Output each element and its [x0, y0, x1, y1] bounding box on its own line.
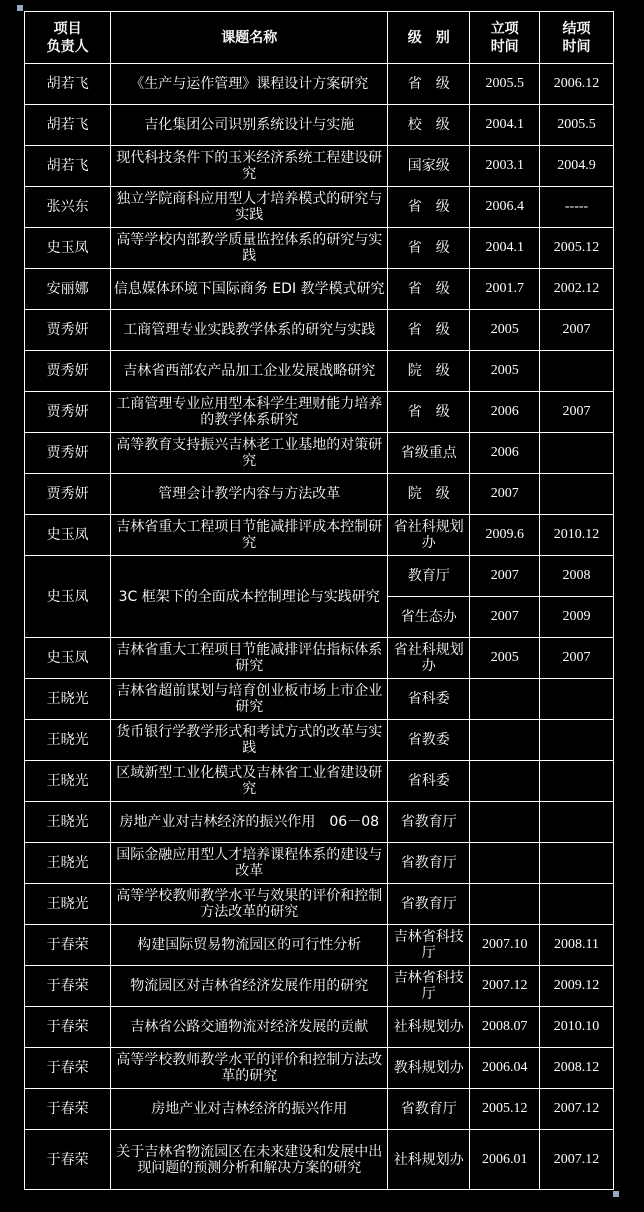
cell-leader: 于春荣 — [25, 1130, 111, 1190]
cell-level: 省 级 — [388, 64, 470, 105]
cell-end — [540, 761, 614, 802]
table-row — [25, 679, 614, 720]
table-row — [25, 1089, 614, 1130]
cell-leader: 于春荣 — [25, 1007, 111, 1048]
cell-title: 物流园区对吉林省经济发展作用的研究 — [111, 966, 388, 1007]
table-row — [25, 392, 614, 433]
cell-level: 省教育厅 — [388, 843, 470, 884]
cell-start: 2006.4 — [470, 187, 540, 228]
cell-level: 省社科规划办 — [388, 515, 470, 556]
cell-leader: 于春荣 — [25, 1048, 111, 1089]
cell-leader: 王晓光 — [25, 843, 111, 884]
table-row — [25, 720, 614, 761]
cell-level: 省教育厅 — [388, 884, 470, 925]
cell-title: 房地产业对吉林经济的振兴作用 — [111, 1089, 388, 1130]
cell-start: 2001.7 — [470, 269, 540, 310]
cell-level: 吉林省科技厅 — [388, 966, 470, 1007]
cell-end — [540, 802, 614, 843]
cell-level: 省 级 — [388, 392, 470, 433]
corner-mark — [17, 5, 23, 11]
cell-level: 校 级 — [388, 105, 470, 146]
cell-start: 2003.1 — [470, 146, 540, 187]
cell-leader: 于春荣 — [25, 1089, 111, 1130]
cell-end: 2007.12 — [540, 1130, 614, 1190]
cell-title: 吉化集团公司识别系统设计与实施 — [111, 105, 388, 146]
cell-start: 2007 — [470, 597, 540, 638]
cell-start: 2007.10 — [470, 925, 540, 966]
cell-end: 2009 — [540, 597, 614, 638]
table-body — [25, 64, 614, 1190]
cell-title: 现代科技条件下的玉米经济系统工程建设研究 — [111, 146, 388, 187]
table-row — [25, 474, 614, 515]
cell-level: 社科规划办 — [388, 1007, 470, 1048]
cell-leader: 贾秀妍 — [25, 433, 111, 474]
cell-end: 2008.11 — [540, 925, 614, 966]
cell-level: 院 级 — [388, 351, 470, 392]
cell-leader: 于春荣 — [25, 925, 111, 966]
cell-level: 教科规划办 — [388, 1048, 470, 1089]
cell-level: 省 级 — [388, 228, 470, 269]
table-row — [25, 228, 614, 269]
cell-end: 2007 — [540, 310, 614, 351]
cell-leader: 胡若飞 — [25, 146, 111, 187]
table-row — [25, 966, 614, 1007]
cell-title: 3C 框架下的全面成本控制理论与实践研究 — [111, 556, 388, 638]
cell-title: 区域新型工业化模式及吉林省工业省建设研究 — [111, 761, 388, 802]
cell-start: 2006.01 — [470, 1130, 540, 1190]
cell-level: 吉林省科技厅 — [388, 925, 470, 966]
table-row — [25, 761, 614, 802]
table-row — [25, 433, 614, 474]
cell-leader: 史玉凤 — [25, 515, 111, 556]
cell-title: 货币银行学教学形式和考试方式的改革与实践 — [111, 720, 388, 761]
cell-end: 2007 — [540, 638, 614, 679]
cell-level: 省生态办 — [388, 597, 470, 638]
cell-end: 2010.12 — [540, 515, 614, 556]
cell-start: 2006 — [470, 392, 540, 433]
cell-end: 2004.9 — [540, 146, 614, 187]
cell-start: 2006 — [470, 433, 540, 474]
cell-end: 2007 — [540, 392, 614, 433]
cell-leader: 王晓光 — [25, 802, 111, 843]
cell-end: 2005.12 — [540, 228, 614, 269]
cell-level: 国家级 — [388, 146, 470, 187]
table-row — [25, 884, 614, 925]
cell-leader: 贾秀妍 — [25, 310, 111, 351]
cell-level: 省级重点 — [388, 433, 470, 474]
cell-level: 省科委 — [388, 761, 470, 802]
cell-start: 2005 — [470, 638, 540, 679]
header-level: 级 别 — [388, 12, 470, 64]
corner-mark — [613, 1191, 619, 1197]
header-leader: 项目 负责人 — [25, 12, 111, 64]
cell-level: 院 级 — [388, 474, 470, 515]
header-start: 立项 时间 — [470, 12, 540, 64]
cell-title: 独立学院商科应用型人才培养模式的研究与实践 — [111, 187, 388, 228]
cell-end — [540, 843, 614, 884]
cell-start: 2009.6 — [470, 515, 540, 556]
cell-start: 2006.04 — [470, 1048, 540, 1089]
cell-title: 吉林省重大工程项目节能减排评估指标体系研究 — [111, 638, 388, 679]
cell-level: 省 级 — [388, 310, 470, 351]
cell-end — [540, 351, 614, 392]
cell-title: 吉林省超前谋划与培育创业板市场上市企业研究 — [111, 679, 388, 720]
cell-level: 省 级 — [388, 269, 470, 310]
cell-title: 高等学校教师教学水平与效果的评价和控制方法改革的研究 — [111, 884, 388, 925]
cell-leader: 史玉凤 — [25, 638, 111, 679]
cell-title: 高等学校内部教学质量监控体系的研究与实践 — [111, 228, 388, 269]
cell-end — [540, 720, 614, 761]
cell-start: 2008.07 — [470, 1007, 540, 1048]
cell-start: 2005 — [470, 310, 540, 351]
header-row — [25, 12, 614, 64]
cell-title: 吉林省西部农产品加工企业发展战略研究 — [111, 351, 388, 392]
cell-leader: 王晓光 — [25, 761, 111, 802]
cell-end: 2007.12 — [540, 1089, 614, 1130]
table-row — [25, 1048, 614, 1089]
cell-title: 工商管理专业实践教学体系的研究与实践 — [111, 310, 388, 351]
cell-leader: 张兴东 — [25, 187, 111, 228]
table-row — [25, 843, 614, 884]
cell-leader: 史玉凤 — [25, 556, 111, 638]
cell-leader: 史玉凤 — [25, 228, 111, 269]
table-row — [25, 802, 614, 843]
cell-leader: 王晓光 — [25, 679, 111, 720]
cell-title: 工商管理专业应用型本科学生理财能力培养的教学体系研究 — [111, 392, 388, 433]
table-row — [25, 925, 614, 966]
cell-title: 关于吉林省物流园区在未来建设和发展中出现问题的预测分析和解决方案的研究 — [111, 1130, 388, 1190]
cell-start: 2007 — [470, 556, 540, 597]
cell-leader: 贾秀妍 — [25, 392, 111, 433]
cell-title: 管理会计教学内容与方法改革 — [111, 474, 388, 515]
cell-title: 构建国际贸易物流园区的可行性分析 — [111, 925, 388, 966]
cell-title: 《生产与运作管理》课程设计方案研究 — [111, 64, 388, 105]
cell-level: 教育厅 — [388, 556, 470, 597]
cell-title: 房地产业对吉林经济的振兴作用 06－08 — [111, 802, 388, 843]
cell-title: 信息媒体环境下国际商务 EDI 教学模式研究 — [111, 269, 388, 310]
cell-start — [470, 843, 540, 884]
cell-level: 省社科规划办 — [388, 638, 470, 679]
table-row — [25, 187, 614, 228]
cell-start: 2005.12 — [470, 1089, 540, 1130]
cell-leader: 于春荣 — [25, 966, 111, 1007]
cell-leader: 贾秀妍 — [25, 351, 111, 392]
cell-end: ----- — [540, 187, 614, 228]
table-row — [25, 1007, 614, 1048]
cell-start: 2007.12 — [470, 966, 540, 1007]
cell-level: 省教育厅 — [388, 1089, 470, 1130]
cell-end: 2009.12 — [540, 966, 614, 1007]
table-row — [25, 351, 614, 392]
cell-start — [470, 761, 540, 802]
cell-start: 2004.1 — [470, 105, 540, 146]
cell-title: 高等教育支持振兴吉林老工业基地的对策研究 — [111, 433, 388, 474]
cell-start: 2007 — [470, 474, 540, 515]
table-row — [25, 269, 614, 310]
cell-end — [540, 679, 614, 720]
table-row — [25, 638, 614, 679]
cell-leader: 胡若飞 — [25, 105, 111, 146]
cell-end — [540, 884, 614, 925]
table-row — [25, 64, 614, 105]
cell-end: 2010.10 — [540, 1007, 614, 1048]
cell-level: 省 级 — [388, 187, 470, 228]
cell-start — [470, 884, 540, 925]
cell-start — [470, 802, 540, 843]
cell-leader: 胡若飞 — [25, 64, 111, 105]
cell-title: 高等学校教师教学水平的评价和控制方法改革的研究 — [111, 1048, 388, 1089]
cell-end: 2002.12 — [540, 269, 614, 310]
cell-end — [540, 433, 614, 474]
cell-start — [470, 679, 540, 720]
cell-start: 2004.1 — [470, 228, 540, 269]
cell-start: 2005.5 — [470, 64, 540, 105]
cell-start: 2005 — [470, 351, 540, 392]
table-row — [25, 310, 614, 351]
cell-title: 国际金融应用型人才培养课程体系的建设与改革 — [111, 843, 388, 884]
cell-title: 吉林省重大工程项目节能减排评成本控制研究 — [111, 515, 388, 556]
cell-leader: 王晓光 — [25, 720, 111, 761]
cell-title: 吉林省公路交通物流对经济发展的贡献 — [111, 1007, 388, 1048]
cell-level: 省教委 — [388, 720, 470, 761]
cell-leader: 贾秀妍 — [25, 474, 111, 515]
cell-end: 2005.5 — [540, 105, 614, 146]
project-table — [24, 11, 614, 1190]
table-row — [25, 515, 614, 556]
table-row — [25, 556, 614, 597]
cell-end: 2006.12 — [540, 64, 614, 105]
header-end: 结项 时间 — [540, 12, 614, 64]
cell-end: 2008.12 — [540, 1048, 614, 1089]
cell-level: 省科委 — [388, 679, 470, 720]
cell-end — [540, 474, 614, 515]
cell-start — [470, 720, 540, 761]
cell-level: 省教育厅 — [388, 802, 470, 843]
table-row — [25, 1130, 614, 1190]
cell-leader: 安丽娜 — [25, 269, 111, 310]
cell-level: 社科规划办 — [388, 1130, 470, 1190]
cell-leader: 王晓光 — [25, 884, 111, 925]
header-title: 课题名称 — [111, 12, 388, 64]
table-row — [25, 146, 614, 187]
table-row — [25, 105, 614, 146]
cell-end: 2008 — [540, 556, 614, 597]
